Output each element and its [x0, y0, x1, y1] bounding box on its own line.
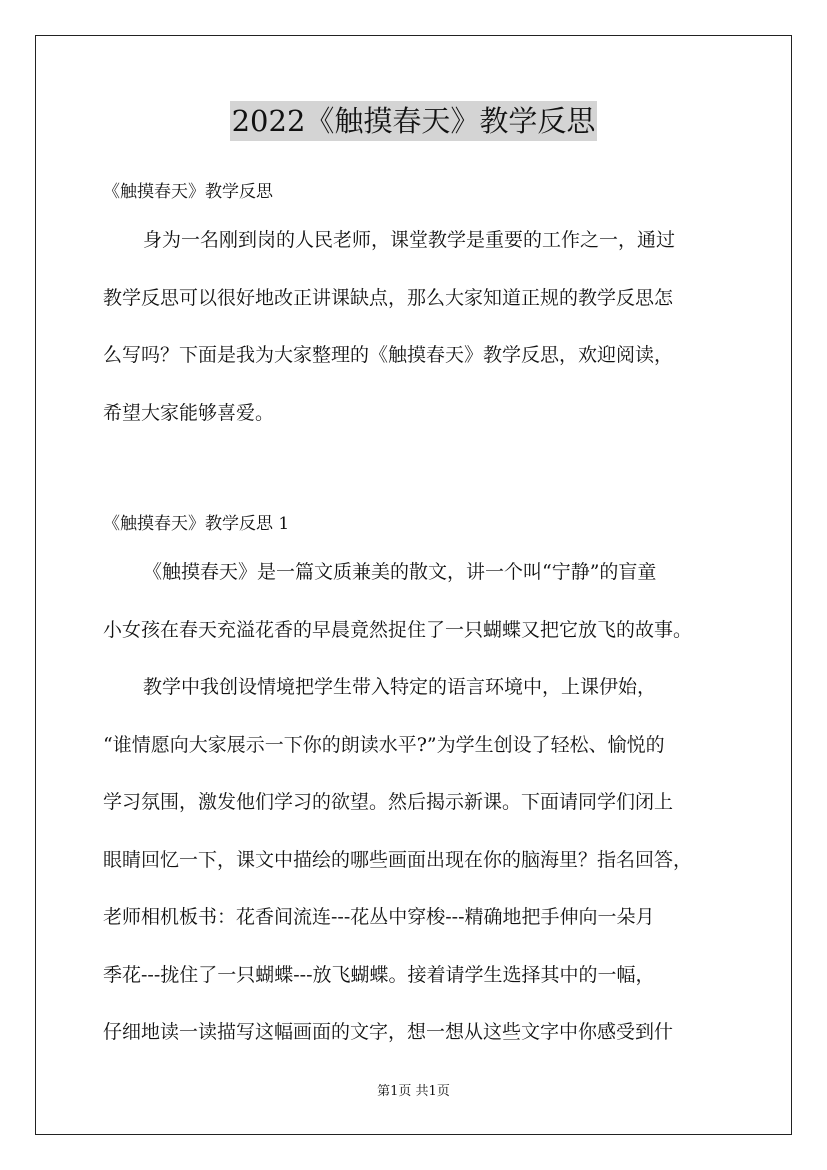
- paragraph-line: 老师相机板书：花香间流连---花丛中穿梭---精确地把手伸向一朵月: [103, 906, 655, 928]
- document-title: 2022《触摸春天》教学反思: [230, 101, 598, 141]
- paragraph-line: “谁情愿向大家展示一下你的朗读水平?”为学生创设了轻松、愉悦的: [103, 733, 665, 756]
- paragraph-line: 希望大家能够喜爱。: [103, 401, 275, 424]
- document-body: [103, 172, 728, 1062]
- paragraph-line: 眼睛回忆一下，课文中描绘的哪些画面出现在你的脑海里？指名回答，: [103, 848, 693, 871]
- paragraph-line: 小女孩在春天充溢花香的早晨竟然捉住了一只蝴蝶又把它放飞的故事。: [103, 618, 693, 641]
- section-heading-1: 《触摸春天》教学反思 1: [103, 514, 290, 534]
- paragraph-line: 《触摸春天》是一篇文质兼美的散文，讲一个叫“宁静”的盲童: [143, 561, 657, 583]
- intro-paragraph: [103, 212, 728, 442]
- paragraph-line: 么写吗？下面是我为大家整理的《触摸春天》教学反思，欢迎阅读，: [103, 344, 674, 366]
- title-container: [0, 101, 827, 141]
- paragraph-line: 身为一名刚到岗的人民老师，课堂教学是重要的工作之一，通过: [143, 229, 676, 251]
- section1-paragraph-2: [103, 659, 728, 1062]
- paragraph-line: 季花---拢住了一只蝴蝶---放飞蝴蝶。接着请学生选择其中的一幅，: [103, 963, 655, 986]
- paragraph-line: 仔细地读一读描写这幅画面的文字，想一想从这些文字中你感受到什: [103, 1021, 674, 1043]
- section1-paragraph-1: [103, 544, 728, 659]
- paragraph-line: 教学反思可以很好地改正讲课缺点，那么大家知道正规的教学反思怎: [103, 286, 674, 309]
- paragraph-line: 学习氛围，激发他们学习的欲望。然后揭示新课。下面请同学们闭上: [103, 791, 674, 813]
- section-heading-main: 《触摸春天》教学反思: [103, 182, 273, 202]
- page-number-footer: 第1页 共1页: [377, 1084, 450, 1099]
- paragraph-line: 教学中我创设情境把学生带入特定的语言环境中，上课伊始，: [143, 676, 657, 698]
